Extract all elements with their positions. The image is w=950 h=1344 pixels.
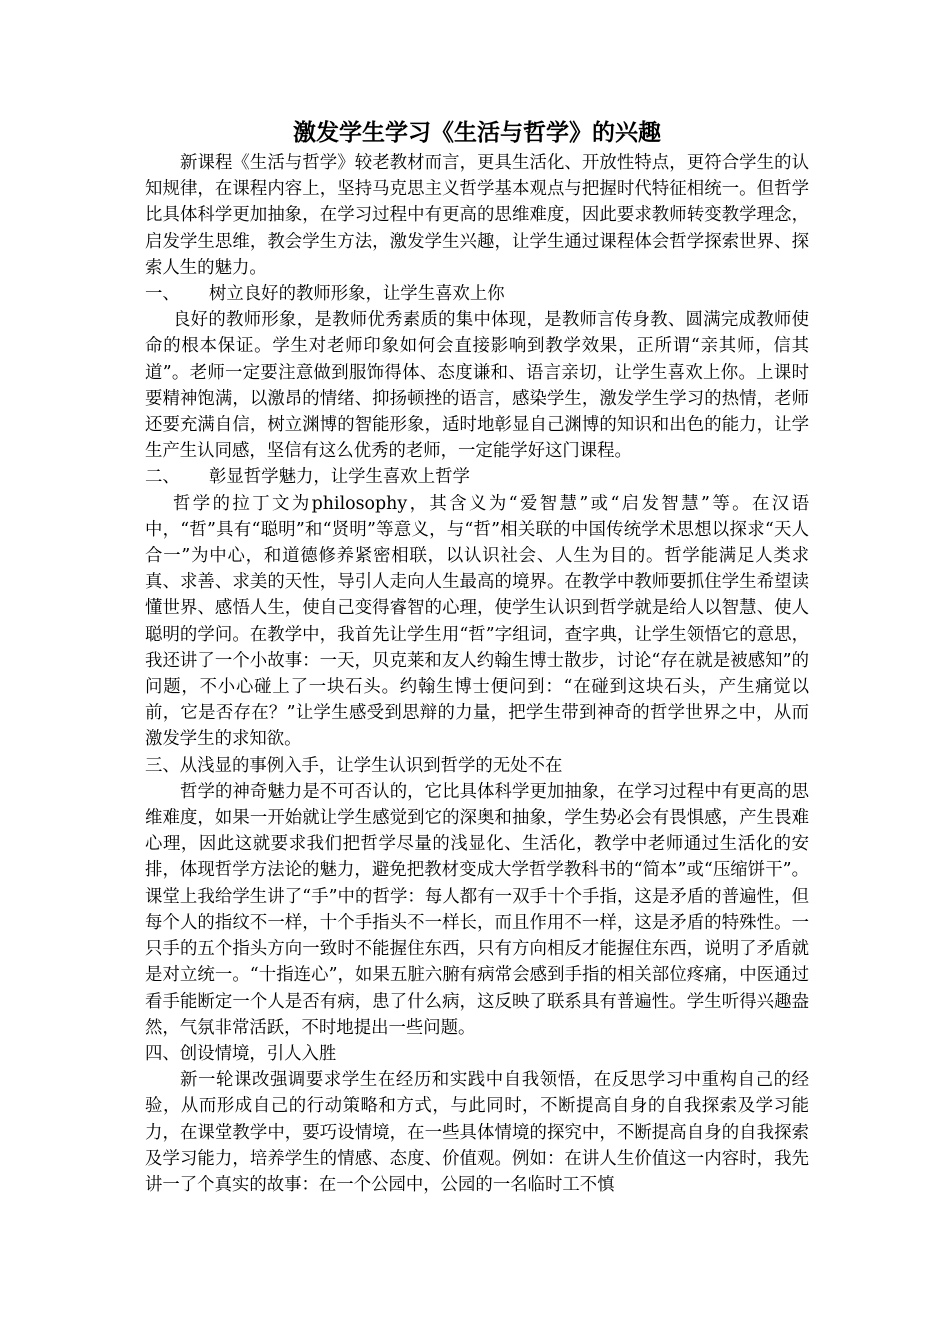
intro-paragraph: 新课程《生活与哲学》较老教材而言，更具生活化、开放性特点，更符合学生的认知规律，在课程内容上，坚持马克思主义哲学基本观点与把握时代特征相统一。但哲学比具体科学更加抽象，在学习过程中有更高的思维难度，因此要求教师转变教学理念，启发学生思维，教会学生方法，激发学生兴趣，让学生通过课程体会哲学探索世界、探索人生的魅力。 <box>145 153 809 278</box>
section-3-paragraph: 哲学的神奇魅力是不可否认的，它比具体科学更加抽象，在学习过程中有更高的思维难度，如果一开始就让学生感觉到它的深奥和抽象，学生势必会有畏惧感，产生畏难心理，因此这就要求我们把哲学尽量的浅显化、生活化，教学中老师通过生活化的安排，体现哲学方法论的魅力，避免把教材变成大学哲学教科书的“简本”或“压缩饼干”。课堂上我给学生讲了“手”中的哲学：每人都有一双手十个手指，这是矛盾的普遍性，但每个人的指纹不一样，十个手指头不一样长，而且作用不一样，这是矛盾的特殊性。一只手的五个指头方向一致时不能握住东西，只有方向相反才能握住东西，说明了矛盾就是对立统一。“十指连心”，如果五脏六腑有病常会感到手指的相关部位疼痛，中医通过看手能断定一个人是否有病，患了什么病，这反映了联系具有普遍性。学生听得兴趣盎然，气氛非常活跃，不时地提出一些问题。 <box>145 781 809 1038</box>
section-4-paragraph: 新一轮课改强调要求学生在经历和实践中自我领悟，在反思学习中重构自己的经验，从而形成自己的行动策略和方式，与此同时，不断提高自身的自我探索及学习能力，在课堂教学中，要巧设情境，在一些具体情境的探究中，不断提高自身的自我探索及学习能力，培养学生的情感、态度、价值观。例如：在讲人生价值这一内容时，我先讲一了个真实的故事：在一个公园中，公园的一名临时工不慎 <box>145 1070 809 1195</box>
document-page <box>145 118 809 1198</box>
section-2-heading <box>145 464 809 490</box>
section-2-number: 二、 <box>145 467 180 488</box>
section-2-title: 彰显哲学魅力，让学生喜欢上哲学 <box>209 467 470 488</box>
document-title: 激发学生学习《生活与哲学》的兴趣 <box>293 120 661 146</box>
section-2-paragraph: 哲学的拉丁文为philosophy，其含义为“爱智慧”或“启发智慧”等。在汉语中，“哲”具有“聪明”和“贤明”等意义，与“哲”相关联的中国传统学术思想以探求“天人合一”为中心，和道德修养紧密相联，以认识社会、人生为目的。哲学能满足人类求真、求善、求美的天性，导引人走向人生最高的境界。在教学中教师要抓住学生希望读懂世界、感悟人生，使自己变得睿智的心理，使学生认识到哲学就是给人以智慧、使人聪明的学问。在教学中，我首先让学生用“哲”字组词，查字典，让学生领悟它的意思，我还讲了一个小故事：一天，贝克莱和友人约翰生博士散步，讨论“存在就是被感知”的问题，不小心碰上了一块石头。约翰生博士便问到：“在碰到这块石头，产生痛觉以前，它是否存在？”让学生感受到思辩的力量，把学生带到神奇的哲学世界之中，从而激发学生的求知欲。 <box>145 493 809 750</box>
section-1-paragraph: 良好的教师形象，是教师优秀素质的集中体现，是教师言传身教、圆满完成教师使命的根本保证。学生对老师印象如何会直接影响到教学效果，正所谓“亲其师，信其道”。老师一定要注意做到服饰得体、态度谦和、语言亲切，让学生喜欢上你。上课时要精神饱满，以激昂的情绪、抑扬顿挫的语言，感染学生，激发学生学习的热情，老师还要充满自信，树立渊博的智能形象，适时地彰显自己渊博的知识和出色的能力，让学生产生认同感，坚信有这么优秀的老师，一定能学好这门课程。 <box>145 310 809 462</box>
section-1-heading <box>145 281 809 307</box>
section-1-title: 树立良好的教师形象，让学生喜欢上你 <box>209 284 505 305</box>
section-3-heading: 三、从浅显的事例入手，让学生认识到哲学的无处不在 <box>145 755 563 776</box>
section-4-heading: 四、创设情境，引人入胜 <box>145 1043 337 1064</box>
section-1-number: 一、 <box>145 284 180 305</box>
